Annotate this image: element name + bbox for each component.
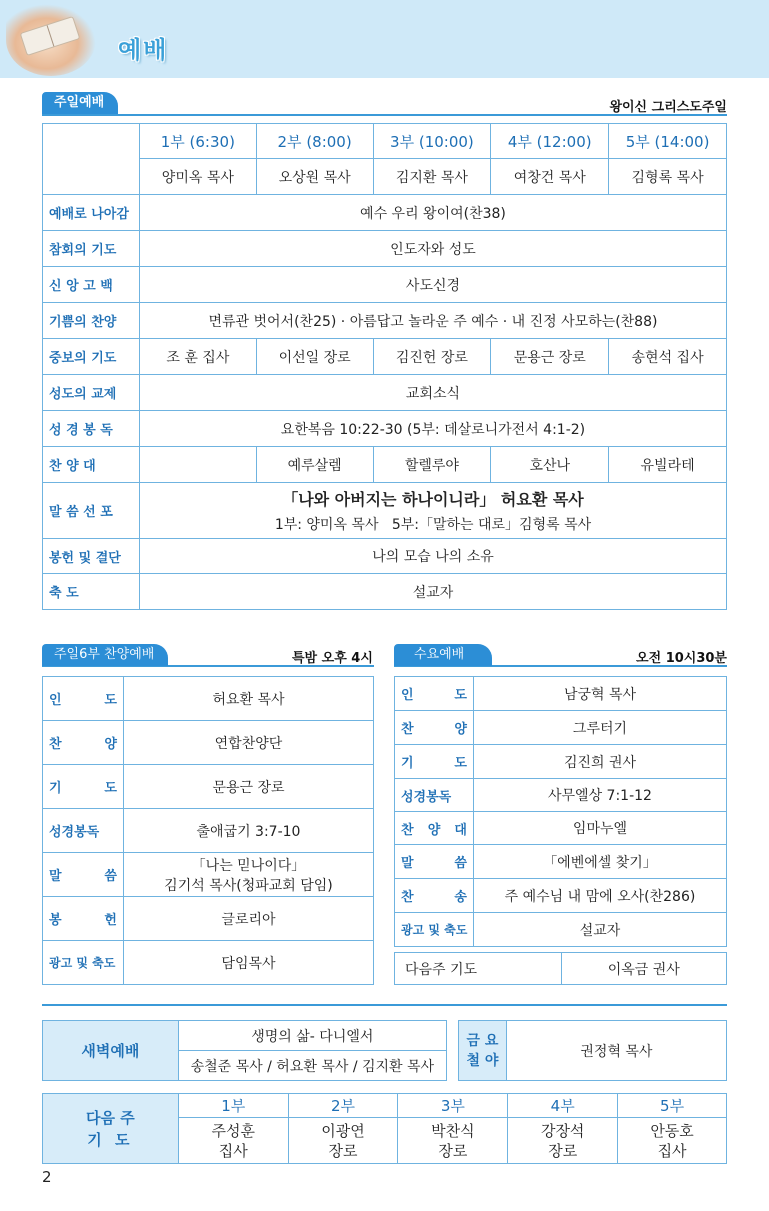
empty-header-cell (43, 124, 140, 195)
intercession-leader: 문용근 장로 (491, 339, 609, 375)
person-name: 안동호 (650, 1121, 694, 1140)
choir-name (139, 447, 256, 483)
service-number: 2부 (288, 1094, 398, 1118)
sunday-worship-tab: 주일예배 (42, 92, 118, 114)
praise-team: 연합찬양단 (123, 721, 373, 765)
person-title: 장로 (438, 1141, 468, 1160)
choir-name: 호산나 (491, 447, 609, 483)
sermon-title: 「에벤에셀 찾기」 (473, 845, 726, 879)
choir: 임마누엘 (473, 812, 726, 845)
row-label: 찬 송 (395, 879, 474, 913)
prayer-person (508, 1118, 618, 1164)
row-label: 기쁨의 찬양 (43, 303, 140, 339)
row-label: 찬 양 대 (395, 812, 474, 845)
scripture-reading: 사무엘상 7:1-12 (473, 779, 726, 812)
sermon-alternates: 1부: 양미옥 목사 5부:「말하는 대로」김형록 목사 (274, 517, 592, 533)
row-label: 참회의 기도 (43, 231, 140, 267)
row-label: 인 도 (43, 677, 124, 721)
preacher: 김기석 목사(청파교회 담임) (164, 877, 333, 894)
row-label: 성경봉독 (43, 809, 124, 853)
prayer-person (398, 1118, 508, 1164)
choir-name: 유빌라테 (609, 447, 727, 483)
leader: 허요환 목사 (123, 677, 373, 721)
choir-name: 예루살렘 (256, 447, 373, 483)
intercession-leader: 송현석 집사 (609, 339, 727, 375)
scripture-reading: 출애굽기 3:7-10 (123, 809, 373, 853)
wednesday-tab: 수요예배 (394, 644, 492, 666)
service-pastor: 김지환 목사 (373, 159, 491, 195)
friday-night-table (458, 1020, 727, 1081)
offering: 글로리아 (123, 897, 373, 941)
row-label: 인 도 (395, 677, 474, 711)
person-title: 장로 (328, 1141, 358, 1160)
next-prayer-name: 이옥금 권사 (561, 953, 727, 985)
service-time: 5부 (14:00) (609, 124, 727, 159)
page-title: 예배 (118, 36, 169, 64)
row-label: 말 씀 선 포 (43, 483, 140, 539)
service-time: 3부 (10:00) (373, 124, 491, 159)
wednesday-next-prayer (394, 952, 727, 985)
friday-label-line: 금 요 (466, 1032, 499, 1049)
row-label: 봉헌 및 결단 (43, 539, 140, 574)
person-name: 이광연 (321, 1121, 365, 1140)
intercession-leader: 이선일 장로 (256, 339, 373, 375)
label-line: 다음 주 (86, 1108, 135, 1127)
service-time: 1부 (6:30) (139, 124, 256, 159)
service-number: 4부 (508, 1094, 618, 1118)
sermon-cell (139, 483, 726, 539)
row-label: 기 도 (395, 745, 474, 779)
approach-hymn: 예수 우리 왕이여(찬38) (139, 195, 726, 231)
service-pastor: 여창건 목사 (491, 159, 609, 195)
sunday6-time: 특밤 오후 4시 (292, 651, 373, 666)
row-label: 광고 및 축도 (43, 941, 124, 985)
friday-preacher: 권정혁 목사 (506, 1021, 726, 1081)
sermon-title: 「나와 아버지는 하나이니라」 허요환 목사 (282, 490, 584, 509)
row-label: 예배로 나아감 (43, 195, 140, 231)
praise-songs: 면류관 벗어서(찬25) · 아름답고 놀라운 주 예수 · 내 진정 사모하는(찬88) (139, 303, 726, 339)
page-number: 2 (42, 1168, 52, 1186)
dawn-topic: 생명의 삶- 다니엘서 (178, 1021, 446, 1051)
row-label: 찬 양 (395, 711, 474, 745)
row-label: 봉 헌 (43, 897, 124, 941)
row-label: 중보의 기도 (43, 339, 140, 375)
choir-name: 할렐루야 (373, 447, 491, 483)
service-time: 4부 (12:00) (491, 124, 609, 159)
section-divider (42, 1004, 727, 1006)
label-line: 기 도 (87, 1130, 134, 1149)
fellowship: 교회소식 (139, 375, 726, 411)
creed: 사도신경 (139, 267, 726, 303)
praise-team: 그루터기 (473, 711, 726, 745)
row-label: 찬 양 대 (43, 447, 140, 483)
row-label: 말 씀 (395, 845, 474, 879)
dawn-worship-table (42, 1020, 447, 1081)
row-label: 성도의 교제 (43, 375, 140, 411)
service-pastor: 오상원 목사 (256, 159, 373, 195)
service-number: 5부 (618, 1094, 727, 1118)
sunday6-tab: 주일6부 찬양예배 (42, 644, 168, 666)
leader: 남궁혁 목사 (473, 677, 726, 711)
person-title: 장로 (548, 1141, 578, 1160)
offering-hymn: 나의 모습 나의 소유 (139, 539, 726, 574)
header-band (0, 0, 769, 78)
prayer-leader: 김진희 권사 (473, 745, 726, 779)
prayer-person (618, 1118, 727, 1164)
repentance-prayer: 인도자와 성도 (139, 231, 726, 267)
benediction: 담임목사 (123, 941, 373, 985)
service-pastor: 양미옥 목사 (139, 159, 256, 195)
sermon-cell (123, 853, 373, 897)
service-time: 2부 (8:00) (256, 124, 373, 159)
friday-night-label (459, 1021, 507, 1081)
service-number: 3부 (398, 1094, 508, 1118)
sunday6-table (42, 676, 374, 985)
person-name: 박찬식 (431, 1121, 475, 1140)
person-name: 강장석 (540, 1121, 585, 1140)
scripture-reading: 요한복음 10:22-30 (5부: 데살로니가전서 4:1-2) (139, 411, 726, 447)
benediction: 설교자 (473, 913, 726, 947)
row-label: 광고 및 축도 (395, 913, 474, 947)
hymn: 주 예수님 내 맘에 오사(찬286) (473, 879, 726, 913)
next-prayer-label: 다음주 기도 (395, 953, 562, 985)
wednesday-time: 오전 10시30분 (636, 651, 727, 666)
dawn-pastors: 송철준 목사 / 허요환 목사 / 김지환 목사 (178, 1051, 446, 1081)
row-label: 성경봉독 (395, 779, 474, 812)
service-pastor: 김형록 목사 (609, 159, 727, 195)
row-label: 축 도 (43, 574, 140, 610)
intercession-leader: 김진헌 장로 (373, 339, 491, 375)
friday-label-line: 철 야 (466, 1052, 499, 1069)
next-week-prayer-label (43, 1094, 179, 1164)
row-label: 기 도 (43, 765, 124, 809)
sunday-theme: 왕이신 그리스도주일 (609, 100, 727, 115)
prayer-person (178, 1118, 288, 1164)
wednesday-table (394, 676, 727, 947)
sunday-order-table (42, 123, 727, 610)
person-title: 집사 (218, 1141, 248, 1160)
dawn-worship-label: 새벽예배 (43, 1021, 179, 1081)
person-title: 집사 (657, 1141, 687, 1160)
benediction: 설교자 (139, 574, 726, 610)
row-label: 말 씀 (43, 853, 124, 897)
prayer-leader: 문용근 장로 (123, 765, 373, 809)
person-name: 주성훈 (211, 1121, 255, 1140)
praying-hands-bible-image (6, 4, 96, 76)
row-label: 찬 양 (43, 721, 124, 765)
service-number: 1부 (178, 1094, 288, 1118)
row-label: 신 앙 고 백 (43, 267, 140, 303)
next-week-prayer-table (42, 1093, 727, 1164)
row-label: 성 경 봉 독 (43, 411, 140, 447)
intercession-leader: 조 훈 집사 (139, 339, 256, 375)
sermon-title: 「나는 믿나이다」 (191, 857, 306, 874)
prayer-person (288, 1118, 398, 1164)
